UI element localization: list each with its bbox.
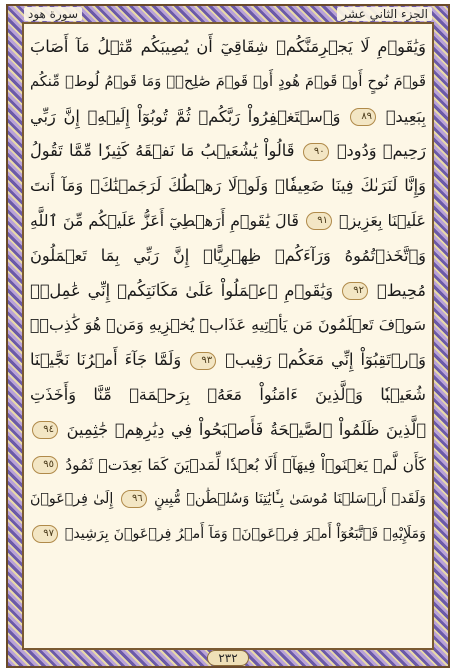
juz-label: الجزء الثاني عشر [337,7,432,21]
ayah-number-marker: ٩٦ [121,490,147,508]
verse-text: وَيَٰقَوۡمِ ٱعۡمَلُواْ عَلَىٰ مَكَانَتِكُمۡ إِنِّي عَٰمِلٞۖ [30,280,334,300]
text-line [30,343,426,378]
ayah-number-marker: ٩٧ [32,525,58,543]
verse-text: مُحِيطٞ [376,280,426,300]
text-line [30,30,426,65]
verse-text: قَوۡمَ نُوحٍ أَوۡ قَوۡمَ هُودٍ أَوۡ قَوۡمَ صَٰلِحٖۚ وَمَا قَوۡمُ لُوطٖ مِّنكُم [30,72,426,90]
ayah-number-marker: ٩٣ [190,352,216,370]
surah-label: سورة هود [24,7,82,21]
verse-text: وَمَلَإِيْهِۦ فَٱتَّبَعُوٓاْ أَمۡرَ فِرۡعَوۡنَۖ وَمَآ أَمۡرُ فِرۡعَوۡنَ بِرَشِيدٖ [64,526,426,543]
ayah-number-marker: ٩٢ [342,282,368,300]
verse-text: وَٱسۡتَغۡفِرُواْ رَبَّكُمۡ ثُمَّ تُوبُوٓاْ إِلَيۡهِۚ إِنَّ رَبِّي [30,106,341,126]
verse-text: وَٱرۡتَقِبُوٓاْ إِنِّي مَعَكُمۡ رَقِيبٞ [225,350,426,370]
verse-text: قَالَ يَٰقَوۡمِ أَرَهۡطِيٓ أَعَزُّ عَلَيۡكُم مِّنَ ٱللَّهِ [30,210,299,230]
verse-text: قَالُواْ يَٰشُعَيۡبُ مَا نَفۡقَهُ كَثِيرٗا مِّمَّا تَقُولُ [30,141,295,161]
text-line [30,448,426,483]
text-line [30,413,426,448]
text-line [30,169,426,204]
verse-text: وَلَقَدۡ أَرۡسَلۡنَا مُوسَىٰ بِـَٔايَٰتِنَا وَسُلۡطَٰنٖ مُّبِينٍ [154,491,426,508]
page-footer [0,648,456,668]
verse-text: وَٱتَّخَذۡتُمُوهُ وَرَآءَكُمۡ ظِهۡرِيًّاۖ إِنَّ رَبِّي بِمَا تَعۡمَلُونَ [30,245,426,265]
ayah-number-marker: ٨٩ [350,108,376,126]
text-line [30,239,426,274]
verse-text: وَإِنَّا لَنَرَىٰكَ فِينَا ضَعِيفٗاۖ وَلَوۡلَا رَهۡطُكَ لَرَجَمۡنَٰكَۖ وَمَآ أَنتَ [30,176,426,196]
verse-text: بِبَعِيدٖ [385,106,426,126]
quran-text [30,30,426,630]
text-line [30,378,426,413]
verse-text: عَلَيۡنَا بِعَزِيزٖ [339,210,426,230]
page-number: ٢٣٢ [207,650,248,666]
verse-text: سَوۡفَ تَعۡلَمُونَ مَن يَأۡتِيهِ عَذَابٞ يُخۡزِيهِ وَمَنۡ هُوَ كَٰذِبٞۖ [30,315,426,335]
ayah-number-marker: ٩٥ [32,456,58,474]
text-line [30,482,426,517]
text-line [30,65,426,100]
verse-text: كَأَن لَّمۡ يَغۡنَوۡاْ فِيهَآۗ أَلَا بُعۡدٗا لِّمَدۡيَنَ كَمَا بَعِدَتۡ ثَمُودُ [65,455,426,474]
text-line [30,274,426,309]
verse-text: ٱلَّذِينَ ظَلَمُواْ ٱلصَّيۡحَةُ فَأَصۡبَحُواْ فِي دِيَٰرِهِمۡ جَٰثِمِينَ [66,419,426,439]
verse-text: إِلَىٰ فِرۡعَوۡنَ [30,491,114,508]
verse-text: شُعَيۡبٗا وَٱلَّذِينَ ءَامَنُواْ مَعَهُۥ بِرَحۡمَةٖ مِّنَّا وَأَخَذَتِ [30,384,426,404]
text-line [30,134,426,169]
verse-text: رَحِيمٞ وَدُودٞ [336,141,426,161]
text-line [30,308,426,343]
verse-text: وَيَٰقَوۡمِ لَا يَجۡرِمَنَّكُمۡ شِقَاقِيٓ أَن يُصِيبَكُم مِّثۡلُ مَآ أَصَابَ [30,37,426,56]
text-line [30,517,426,552]
ayah-number-marker: ٩٠ [303,143,329,161]
verse-text: وَلَمَّا جَآءَ أَمۡرُنَا نَجَّيۡنَا [30,350,182,370]
text-line [30,100,426,135]
ayah-number-marker: ٩٤ [32,421,58,439]
ayah-number-marker: ٩١ [306,212,332,230]
page-header [24,6,432,22]
text-line [30,204,426,239]
